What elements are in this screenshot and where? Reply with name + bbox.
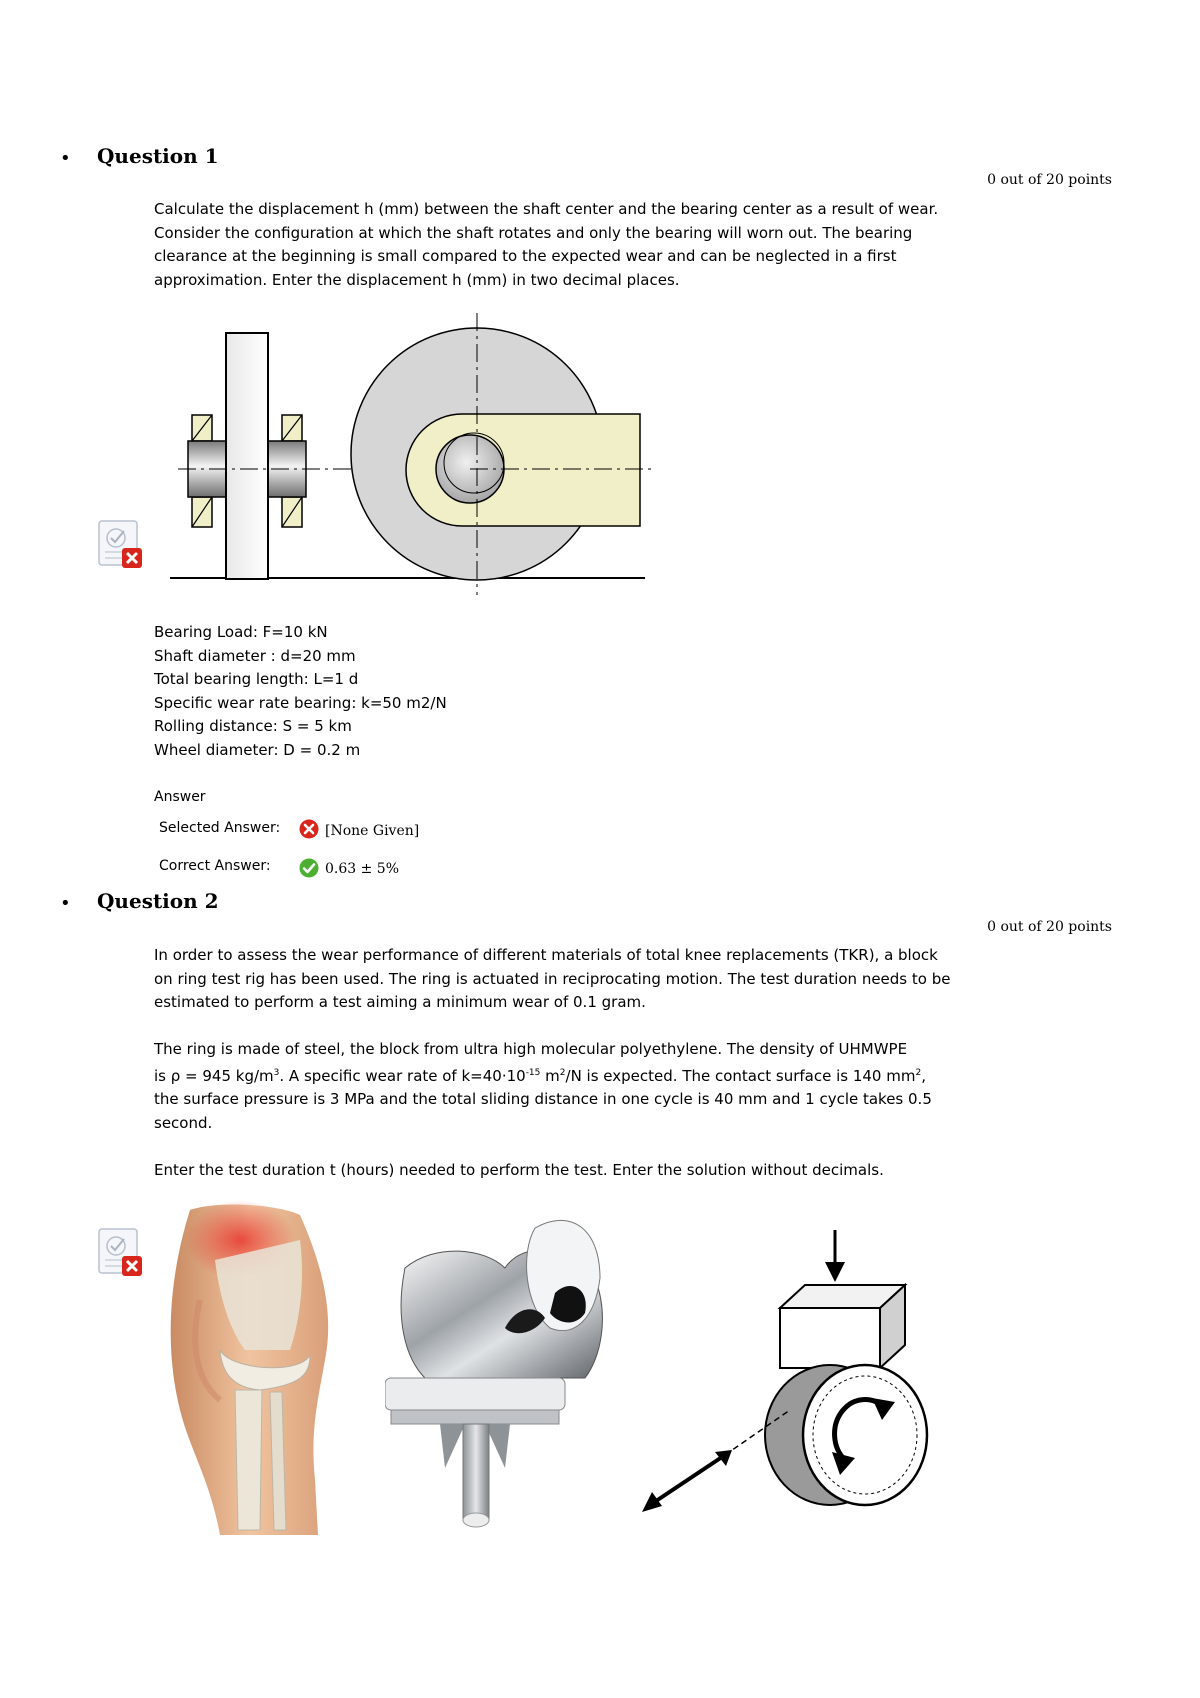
answer-heading: Answer (154, 789, 206, 805)
bearing-wear-diagram (170, 313, 660, 607)
selected-answer-label: Selected Answer: (159, 820, 281, 836)
question-1-parameters (154, 621, 447, 762)
knee-implant-image (385, 1208, 635, 1542)
question-1-text-line: Calculate the displacement h (mm) between the shaft center and the bearing center as a result of wear. (154, 200, 939, 218)
question-2-text-line: estimated to perform a test aiming a minimum wear of 0.1 gram. (154, 993, 646, 1011)
question-2-points: 0 out of 20 points (987, 919, 1112, 935)
question-2-text-line: the surface pressure is 3 MPa and the total sliding distance in one cycle is 40 mm and 1 cycle takes 0.5 (154, 1090, 932, 1108)
question-2-incorrect-icon (96, 1226, 148, 1278)
question-1-text-line: clearance at the beginning is small compared to the expected wear and can be neglected in a first (154, 247, 897, 265)
question-2-text-line: is ρ = 945 $kg/m^3$. A specific wear rate of $k=40\cdot 10^{-15}$ $m^2/N$ is expected. The contact surface is 140 $mm^2$, (154, 1066, 926, 1085)
parameter-line: Rolling distance: S = 5 km (154, 717, 352, 735)
question-1-text-line: Consider the configuration at which the shaft rotates and only the bearing will worn out. The bearing (154, 223, 913, 242)
block-on-ring-diagram (640, 1230, 960, 1524)
question-2-text-line: In order to assess the wear performance of different materials of total knee replacements (TKR), a block (154, 946, 938, 964)
correct-answer-value: 0.63 ± 5% (325, 861, 400, 877)
parameter-line: Total bearing length: L=1 d (154, 670, 359, 688)
question-2-text-line: The ring is made of steel, the block from ultra high molecular polyethylene. The density of UHMWPE (154, 1040, 908, 1058)
correct-check-icon (299, 858, 319, 882)
knee-anatomy-image (160, 1200, 380, 1544)
question-2-text-line: Enter the test duration t (hours) needed to perform the test. Enter the solution without decimals. (154, 1160, 884, 1179)
question-2-bullet: • (60, 893, 71, 914)
incorrect-mark-icon (299, 819, 319, 843)
parameter-line: Shaft diameter : d=20 mm (154, 646, 356, 665)
question-1-text-line: approximation. Enter the displacement h (mm) in two decimal places. (154, 270, 680, 289)
question-1-text (154, 198, 1054, 292)
question-2-title: Question 2 (97, 889, 219, 913)
question-1-points: 0 out of 20 points (987, 172, 1112, 188)
question-2-text-line: second. (154, 1113, 213, 1132)
parameter-line: Wheel diameter: D = 0.2 m (154, 740, 361, 759)
question-1-incorrect-icon (96, 518, 148, 570)
parameter-line: Bearing Load: F=10 kN (154, 623, 328, 641)
question-1-title: Question 1 (97, 144, 219, 168)
question-1-bullet: • (60, 148, 71, 169)
parameter-line: Specific wear rate bearing: k=50 m2/N (154, 693, 447, 712)
selected-answer-value: [None Given] (325, 823, 420, 839)
correct-answer-label: Correct Answer: (159, 858, 271, 874)
question-2-text-line: on ring test rig has been used. The ring is actuated in reciprocating motion. The test duration needs to be (154, 969, 951, 988)
question-2-text (154, 944, 1054, 1182)
